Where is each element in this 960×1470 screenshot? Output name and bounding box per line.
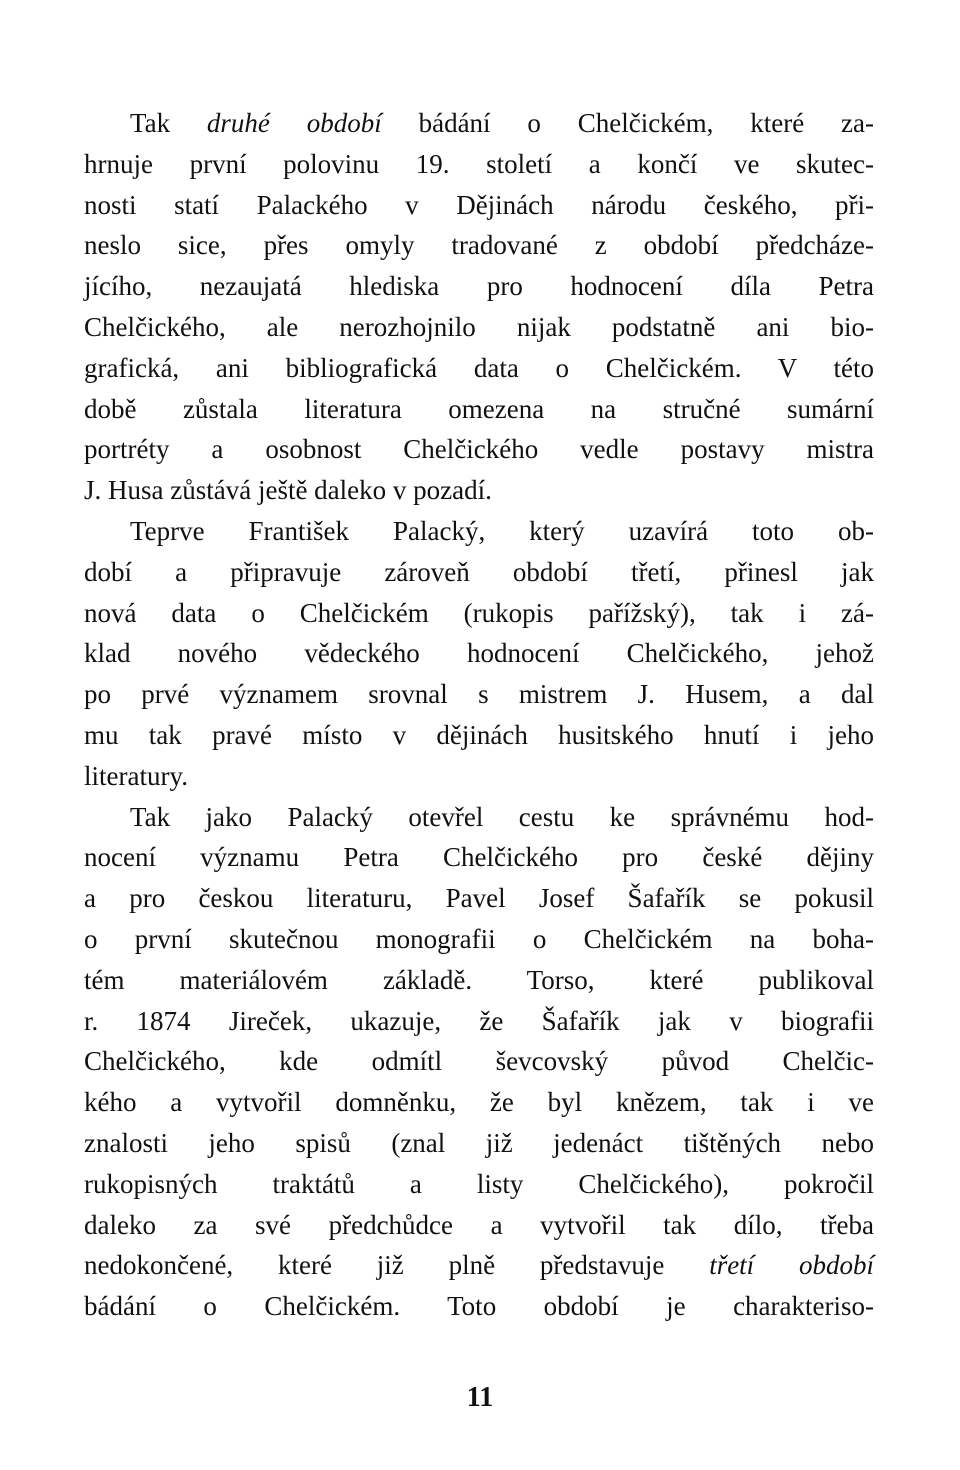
- text-line: dobí a připravuje zároveň období třetí, přinesl jak: [84, 556, 874, 587]
- page-number: 11: [466, 1382, 494, 1413]
- italic-term-druhe-obdobi: druhé období: [206, 108, 382, 138]
- text-line: po prvé významem srovnal s mistrem J. Husem, a dal: [84, 679, 874, 710]
- text-line: rukopisných traktátů a listy Chelčického), pokročil: [84, 1168, 874, 1199]
- text-line: r. 1874 Jireček, ukazuje, že Šafařík jak v biografii: [84, 1005, 874, 1036]
- text-line: nová data o Chelčickém (rukopis pařížský), tak i zá-: [84, 597, 874, 628]
- text-line: a pro českou literaturu, Pavel Josef Šafařík se pokusil: [84, 883, 874, 914]
- text-line: neslo sice, přes omyly tradované z období předcháze-: [84, 230, 874, 261]
- paragraph-3: [84, 797, 874, 1327]
- text-line: jícího, nezaujatá hlediska pro hodnocení díla Petra: [84, 271, 874, 302]
- text-line: Tak jako Palacký otevřel cestu ke správnému hod-: [130, 801, 874, 832]
- text-line: portréty a osobnost Chelčického vedle postavy mistra: [84, 434, 874, 465]
- text-line: znalosti jeho spisů (znal již jedenáct tištěných nebo: [84, 1127, 874, 1158]
- text-line: Chelčického, kde odmítl ševcovský původ Chelčic-: [84, 1046, 874, 1077]
- text-line: klad nového vědeckého hodnocení Chelčického, jehož: [84, 638, 874, 669]
- text-run: nedokončené, které již plně představuje: [84, 1250, 710, 1281]
- text-line: literatury.: [84, 760, 188, 791]
- text-line: J. Husa zůstává ještě daleko v pozadí.: [84, 475, 492, 506]
- text-line: tém materiálovém základě. Torso, které publikoval: [84, 964, 874, 995]
- text-line: hrnuje první polovinu 19. století a končí ve skutec-: [84, 148, 874, 179]
- text-line: [84, 103, 874, 144]
- italic-term-treti-obdobi: třetí období: [709, 1250, 875, 1281]
- text-line: Teprve František Palacký, který uzavírá toto ob-: [130, 515, 874, 546]
- text-line: [84, 1245, 874, 1286]
- text-line: nosti statí Palackého v Dějinách národu českého, při-: [84, 189, 874, 220]
- text-line: bádání o Chelčickém. Toto období je charakteriso-: [84, 1291, 874, 1322]
- text-run: Tak: [130, 108, 207, 138]
- text-line: Chelčického, ale nerozhojnilo nijak podstatně ani bio-: [84, 311, 874, 342]
- text-run: bádání o Chelčickém, které za-: [381, 108, 874, 138]
- text-line: mu tak pravé místo v dějinách husitského hnutí i jeho: [84, 719, 874, 750]
- text-line: daleko za své předchůdce a vytvořil tak dílo, třeba: [84, 1209, 874, 1240]
- text-line: grafická, ani bibliografická data o Chelčickém. V této: [84, 352, 874, 383]
- text-line: nocení významu Petra Chelčického pro české dějiny: [84, 842, 874, 873]
- paragraph-1: [84, 103, 874, 511]
- paragraph-2: [84, 511, 874, 797]
- text-line: kého a vytvořil domněnku, že byl knězem, tak i ve: [84, 1087, 874, 1118]
- text-line: o první skutečnou monografii o Chelčickém na boha-: [84, 923, 874, 954]
- body-text: [84, 103, 874, 1327]
- text-line: době zůstala literatura omezena na stručné sumární: [84, 393, 874, 424]
